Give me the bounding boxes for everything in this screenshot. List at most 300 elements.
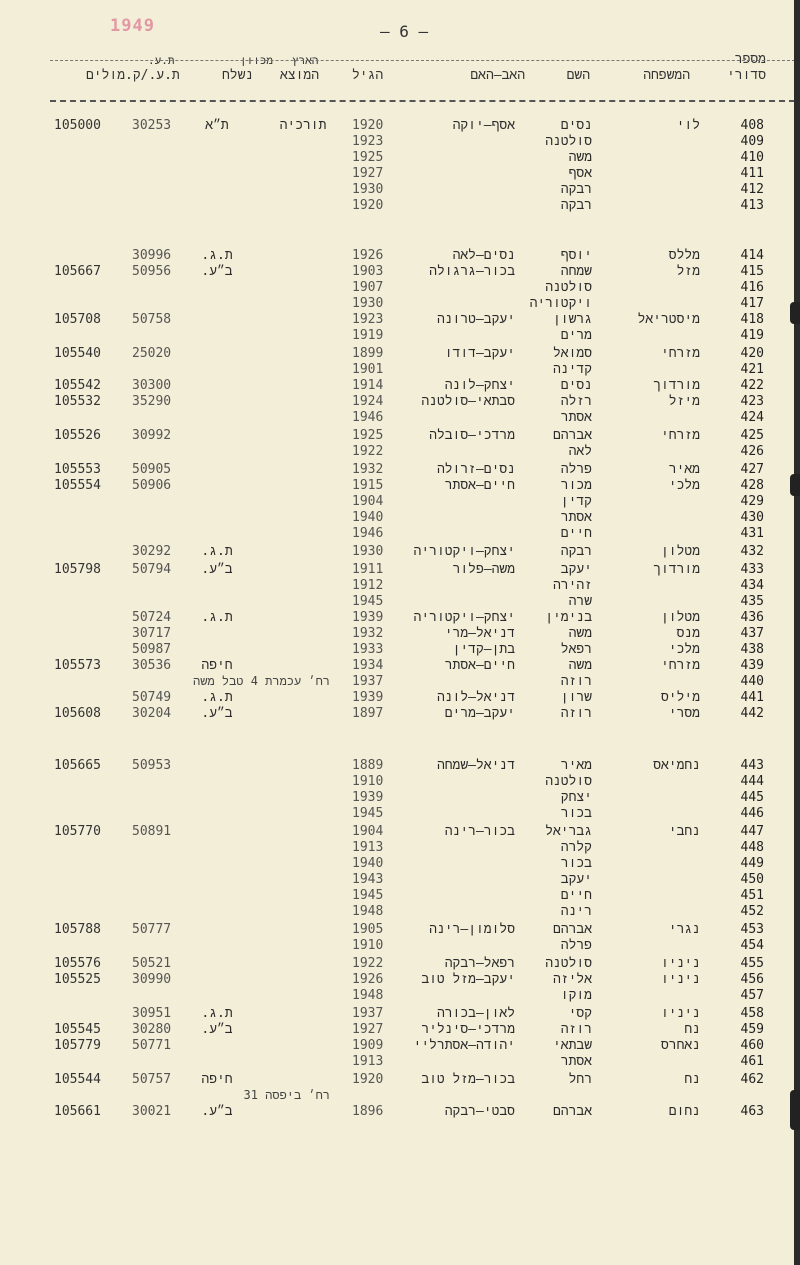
given-name: משה <box>568 150 592 165</box>
given-name: סמואל <box>552 346 592 361</box>
table-row <box>0 296 800 312</box>
parents-names: משה—פלור <box>452 562 515 577</box>
given-name: אברהם <box>552 922 592 937</box>
sent-to: ת.ג. <box>201 1006 233 1021</box>
family-name: מורדוך <box>653 562 700 577</box>
given-name: יוסף <box>560 248 592 263</box>
serial-number: 423 <box>740 394 764 409</box>
serial-number: 439 <box>740 658 764 673</box>
birth-year: 1919 <box>352 328 384 343</box>
family-name: נחבי <box>668 824 700 839</box>
serial-number: 454 <box>740 938 764 953</box>
birth-year: 1889 <box>352 758 384 773</box>
serial-number: 442 <box>740 706 764 721</box>
birth-year: 1937 <box>352 674 384 689</box>
header-origin-bottom: המוצא <box>280 68 320 83</box>
serial-number: 416 <box>740 280 764 295</box>
table-row <box>0 166 800 182</box>
parents-names: סלומון—רינה <box>429 922 515 937</box>
serial-number: 430 <box>740 510 764 525</box>
serial-number: 412 <box>740 182 764 197</box>
table-row <box>0 872 800 888</box>
certificate-number: 30300 <box>132 378 172 393</box>
given-name: אסתר <box>560 510 592 525</box>
table-row <box>0 922 800 938</box>
birth-year: 1905 <box>352 922 384 937</box>
birth-year: 1946 <box>352 410 384 425</box>
given-name: סולטנה <box>545 134 592 149</box>
parents-names: דניאל—שמחה <box>436 758 515 773</box>
family-name: מלכי <box>668 478 700 493</box>
serial-number: 408 <box>740 118 764 133</box>
birth-year: 1911 <box>352 562 384 577</box>
serial-number: 461 <box>740 1054 764 1069</box>
birth-year: 1927 <box>352 166 384 181</box>
given-name: רפאל <box>560 642 592 657</box>
table-row <box>0 378 800 394</box>
serial-number: 457 <box>740 988 764 1003</box>
table-row <box>0 444 800 460</box>
ink-blot <box>790 302 800 324</box>
given-name: קדינה <box>552 362 592 377</box>
birth-year: 1912 <box>352 578 384 593</box>
family-name: נח <box>684 1072 700 1087</box>
header-given: השם <box>566 68 590 83</box>
table-row <box>0 280 800 296</box>
serial-number: 424 <box>740 410 764 425</box>
given-name: משה <box>568 658 592 673</box>
header-sentby-top: מכוון <box>240 54 274 67</box>
parents-names: יהודה—אסתרליי <box>413 1038 515 1053</box>
parents-names: חיים—אסתר <box>444 478 515 493</box>
birth-year: 1897 <box>352 706 384 721</box>
table-row <box>0 856 800 872</box>
table-row <box>0 494 800 510</box>
parents-names: יצחק—ויקטוריה <box>413 610 515 625</box>
given-name: רוזה <box>560 674 592 689</box>
birth-year: 1937 <box>352 1006 384 1021</box>
serial-number: 443 <box>740 758 764 773</box>
table-row <box>0 150 800 166</box>
file-number: 105532 <box>54 394 101 409</box>
header-serial-top: מספר <box>734 52 766 67</box>
family-name: נגרי <box>668 922 700 937</box>
parents-names: בכור—רינה <box>444 824 515 839</box>
serial-number: 432 <box>740 544 764 559</box>
serial-number: 422 <box>740 378 764 393</box>
given-name: מאיר <box>560 758 592 773</box>
given-name: רזלה <box>560 394 592 409</box>
certificate-number: 50956 <box>132 264 172 279</box>
parents-names: רפאל—רבקה <box>444 956 515 971</box>
table-row <box>0 774 800 790</box>
birth-year: 1920 <box>352 118 384 133</box>
birth-year: 1948 <box>352 988 384 1003</box>
given-name: משה <box>568 626 592 641</box>
parents-names: יעקב—מזל טוב <box>421 972 515 987</box>
given-name: קסי <box>568 1006 592 1021</box>
birth-year: 1939 <box>352 790 384 805</box>
birth-year: 1920 <box>352 198 384 213</box>
serial-number: 450 <box>740 872 764 887</box>
header-family: המשפחה <box>643 68 690 83</box>
serial-number: 435 <box>740 594 764 609</box>
table-row <box>0 1022 800 1038</box>
birth-year: 1923 <box>352 134 384 149</box>
given-name: נסים <box>560 118 592 133</box>
serial-number: 429 <box>740 494 764 509</box>
sent-to: ב״ע. <box>201 706 233 721</box>
family-name: מנס <box>676 626 700 641</box>
family-name: מיזל <box>668 394 700 409</box>
table-row <box>0 824 800 840</box>
given-name: מוקו <box>560 988 592 1003</box>
table-row <box>0 462 800 478</box>
table-row <box>0 956 800 972</box>
sent-to: חיפה <box>201 658 233 673</box>
certificate-number: 50891 <box>132 824 172 839</box>
parents-names: אסף—יוקה <box>452 118 515 133</box>
serial-number: 410 <box>740 150 764 165</box>
table-row <box>0 478 800 494</box>
birth-year: 1910 <box>352 774 384 789</box>
table-row <box>0 790 800 806</box>
serial-number: 431 <box>740 526 764 541</box>
certificate-number: 30021 <box>132 1104 172 1119</box>
table-row <box>0 610 800 626</box>
serial-number: 418 <box>740 312 764 327</box>
birth-year: 1913 <box>352 1054 384 1069</box>
given-name: חיים <box>560 888 592 903</box>
given-name: חיים <box>560 526 592 541</box>
serial-number: 420 <box>740 346 764 361</box>
parents-names: נסים—זרולה <box>436 462 515 477</box>
archive-stamp: 1949 <box>110 16 155 36</box>
parents-names: בתן—קדין <box>452 642 515 657</box>
serial-number: 448 <box>740 840 764 855</box>
serial-number: 419 <box>740 328 764 343</box>
family-name: מזרחי <box>660 428 700 443</box>
file-number: 105526 <box>54 428 101 443</box>
given-name: בכור <box>560 856 592 871</box>
given-name: שרה <box>568 594 592 609</box>
parents-names: בכור—מזל טוב <box>421 1072 515 1087</box>
family-name: נחמיאס <box>653 758 700 773</box>
parents-names: נסים—לאה <box>452 248 515 263</box>
file-number: 105573 <box>54 658 101 673</box>
file-number: 105779 <box>54 1038 101 1053</box>
family-name: נאחרס <box>660 1038 700 1053</box>
serial-number: 427 <box>740 462 764 477</box>
file-number: 105608 <box>54 706 101 721</box>
table-row <box>0 198 800 214</box>
birth-year: 1910 <box>352 938 384 953</box>
table-row <box>0 626 800 642</box>
file-number: 105542 <box>54 378 101 393</box>
table-row <box>0 182 800 198</box>
parents-names: חיים—אסתר <box>444 658 515 673</box>
file-number: 105525 <box>54 972 101 987</box>
certificate-number: 50777 <box>132 922 172 937</box>
table-row <box>0 248 800 264</box>
birth-year: 1946 <box>352 526 384 541</box>
given-name: יצחק <box>560 790 592 805</box>
sent-to: חיפה <box>201 1072 233 1087</box>
certificate-number: 30292 <box>132 544 172 559</box>
birth-year: 1896 <box>352 1104 384 1119</box>
given-name: ויקטוריה <box>529 296 592 311</box>
table-row <box>0 328 800 344</box>
parents-names: בכור—גרגולה <box>429 264 515 279</box>
page-edge <box>794 0 800 1265</box>
table-row <box>0 988 800 1004</box>
file-number: 105798 <box>54 562 101 577</box>
certificate-number: 50749 <box>132 690 172 705</box>
given-name: אסף <box>568 166 592 181</box>
birth-year: 1903 <box>352 264 384 279</box>
sent-to: ת.ג. <box>201 248 233 263</box>
given-name: יעקב <box>560 872 592 887</box>
birth-year: 1927 <box>352 1022 384 1037</box>
serial-number: 441 <box>740 690 764 705</box>
parents-names: מרדכי—סינליר <box>421 1022 515 1037</box>
serial-number: 426 <box>740 444 764 459</box>
file-number: 105544 <box>54 1072 101 1087</box>
birth-year: 1933 <box>352 642 384 657</box>
header-cert-top: ת.ע. <box>148 54 175 67</box>
given-name: בכור <box>560 806 592 821</box>
given-name: רינה <box>560 904 592 919</box>
table-row <box>0 594 800 610</box>
sent-to: ב״ע. <box>201 1022 233 1037</box>
birth-year: 1925 <box>352 150 384 165</box>
table-row <box>0 1038 800 1054</box>
table-row <box>0 264 800 280</box>
parents-names: יעקב—דודו <box>444 346 515 361</box>
birth-year: 1926 <box>352 248 384 263</box>
serial-number: 455 <box>740 956 764 971</box>
header-sentby-bottom: נשלח <box>222 68 254 83</box>
birth-year: 1943 <box>352 872 384 887</box>
row-note: רח׳ עכמרת 4 טבל משה <box>193 674 330 688</box>
family-name: מזרחי <box>660 346 700 361</box>
certificate-number: 50521 <box>132 956 172 971</box>
table-row <box>0 510 800 526</box>
serial-number: 421 <box>740 362 764 377</box>
birth-year: 1909 <box>352 1038 384 1053</box>
certificate-number: 50724 <box>132 610 172 625</box>
origin-country: תורכיה <box>279 118 327 133</box>
certificate-number: 30717 <box>132 626 172 641</box>
table-row <box>0 544 800 560</box>
sent-to: ת.ג. <box>201 690 233 705</box>
given-name: רוזה <box>560 1022 592 1037</box>
serial-number: 456 <box>740 972 764 987</box>
serial-number: 447 <box>740 824 764 839</box>
family-name: מטלון <box>660 544 700 559</box>
serial-number: 413 <box>740 198 764 213</box>
certificate-number: 50905 <box>132 462 172 477</box>
serial-number: 417 <box>740 296 764 311</box>
given-name: סולטנה <box>545 774 592 789</box>
file-number: 105708 <box>54 312 101 327</box>
given-name: יעקב <box>560 562 592 577</box>
given-name: רבקה <box>560 544 592 559</box>
given-name: קלרה <box>560 840 592 855</box>
table-row <box>0 938 800 954</box>
given-name: פרלה <box>560 938 592 953</box>
certificate-number: 30253 <box>132 118 172 133</box>
table-row <box>0 806 800 822</box>
certificate-number: 35290 <box>132 394 172 409</box>
table-row <box>0 578 800 594</box>
serial-number: 411 <box>740 166 764 181</box>
table-row <box>0 562 800 578</box>
sent-to: ת״א <box>205 118 229 133</box>
file-number: 105000 <box>54 118 101 133</box>
given-name: רבקה <box>560 198 592 213</box>
birth-year: 1932 <box>352 626 384 641</box>
serial-number: 460 <box>740 1038 764 1053</box>
birth-year: 1913 <box>352 840 384 855</box>
given-name: גבריאל <box>545 824 592 839</box>
table-row <box>0 758 800 774</box>
parents-names: מרדכי—סובלה <box>429 428 515 443</box>
table-row <box>0 706 800 722</box>
certificate-number: 30536 <box>132 658 172 673</box>
serial-number: 444 <box>740 774 764 789</box>
table-row <box>0 134 800 150</box>
family-name: לוי <box>676 118 700 133</box>
file-number: 105576 <box>54 956 101 971</box>
serial-number: 462 <box>740 1072 764 1087</box>
birth-year: 1939 <box>352 690 384 705</box>
family-name: מיסטריאל <box>637 312 700 327</box>
birth-year: 1922 <box>352 444 384 459</box>
page-number: — 6 — <box>380 22 429 41</box>
certificate-number: 50987 <box>132 642 172 657</box>
birth-year: 1930 <box>352 182 384 197</box>
birth-year: 1932 <box>352 462 384 477</box>
table-row <box>0 312 800 328</box>
given-name: שמחה <box>560 264 592 279</box>
table-row <box>0 346 800 362</box>
parents-names: דניאל—לונה <box>436 690 515 705</box>
table-row <box>0 118 800 134</box>
given-name: אסתר <box>560 410 592 425</box>
certificate-number: 30992 <box>132 428 172 443</box>
table-row <box>0 1104 800 1120</box>
given-name: גרשון <box>552 312 592 327</box>
serial-number: 436 <box>740 610 764 625</box>
certificate-number: 30951 <box>132 1006 172 1021</box>
table-row <box>0 362 800 378</box>
sent-to: ב״ע. <box>201 562 233 577</box>
given-name: סולטנה <box>545 956 592 971</box>
serial-number: 434 <box>740 578 764 593</box>
certificate-number: 30990 <box>132 972 172 987</box>
family-name: נחום <box>668 1104 700 1119</box>
family-name: מסרי <box>668 706 700 721</box>
file-number: 105665 <box>54 758 101 773</box>
given-name: קדין <box>560 494 592 509</box>
family-name: מזרחי <box>660 658 700 673</box>
table-row <box>0 526 800 542</box>
serial-number: 451 <box>740 888 764 903</box>
family-name: מזל <box>676 264 700 279</box>
birth-year: 1920 <box>352 1072 384 1087</box>
header-rule-bottom <box>50 100 795 102</box>
family-name: מאיר <box>668 462 700 477</box>
given-name: רוזה <box>560 706 592 721</box>
table-row <box>0 972 800 988</box>
certificate-number: 25020 <box>132 346 172 361</box>
header-serial-bottom: סדורי <box>726 68 766 83</box>
serial-number: 459 <box>740 1022 764 1037</box>
certificate-number: 30280 <box>132 1022 172 1037</box>
family-name: ניניו <box>660 956 700 971</box>
certificate-number: 50953 <box>132 758 172 773</box>
parents-names: סבטי—רבקה <box>444 1104 515 1119</box>
serial-number: 433 <box>740 562 764 577</box>
header-age: הגיל <box>352 68 384 83</box>
table-row <box>0 888 800 904</box>
parents-names: לאון—בכורה <box>436 1006 515 1021</box>
serial-number: 458 <box>740 1006 764 1021</box>
certificate-number: 50757 <box>132 1072 172 1087</box>
birth-year: 1945 <box>352 806 384 821</box>
birth-year: 1926 <box>352 972 384 987</box>
header-origin-top: הארץ <box>292 54 319 67</box>
parents-names: יצחק—לונה <box>444 378 515 393</box>
serial-number: 415 <box>740 264 764 279</box>
table-row <box>0 1072 800 1088</box>
given-name: אברהם <box>552 428 592 443</box>
serial-number: 425 <box>740 428 764 443</box>
serial-number: 409 <box>740 134 764 149</box>
birth-year: 1904 <box>352 494 384 509</box>
file-number: 105667 <box>54 264 101 279</box>
birth-year: 1924 <box>352 394 384 409</box>
given-name: אליזה <box>552 972 592 987</box>
table-row <box>0 840 800 856</box>
parents-names: יעקב—מרים <box>444 706 515 721</box>
certificate-number: 50771 <box>132 1038 172 1053</box>
parents-names: יצחק—ויקטוריה <box>413 544 515 559</box>
birth-year: 1899 <box>352 346 384 361</box>
given-name: רבקה <box>560 182 592 197</box>
table-row <box>0 1006 800 1022</box>
table-row <box>0 904 800 920</box>
certificate-number: 50906 <box>132 478 172 493</box>
family-name: מורדוך <box>653 378 700 393</box>
family-name: ניניו <box>660 1006 700 1021</box>
file-number: 105545 <box>54 1022 101 1037</box>
parents-names: סבתאי—סולטנה <box>421 394 515 409</box>
given-name: אסתר <box>560 1054 592 1069</box>
ink-blot <box>790 1090 800 1130</box>
parents-names: דניאל—מרי <box>444 626 515 641</box>
birth-year: 1925 <box>352 428 384 443</box>
certificate-number: 30204 <box>132 706 172 721</box>
sent-to: ת.ג. <box>201 544 233 559</box>
header-rule-top <box>50 60 795 61</box>
file-number: 105553 <box>54 462 101 477</box>
certificate-number: 50794 <box>132 562 172 577</box>
serial-number: 446 <box>740 806 764 821</box>
serial-number: 449 <box>740 856 764 871</box>
given-name: בנימין <box>545 610 592 625</box>
